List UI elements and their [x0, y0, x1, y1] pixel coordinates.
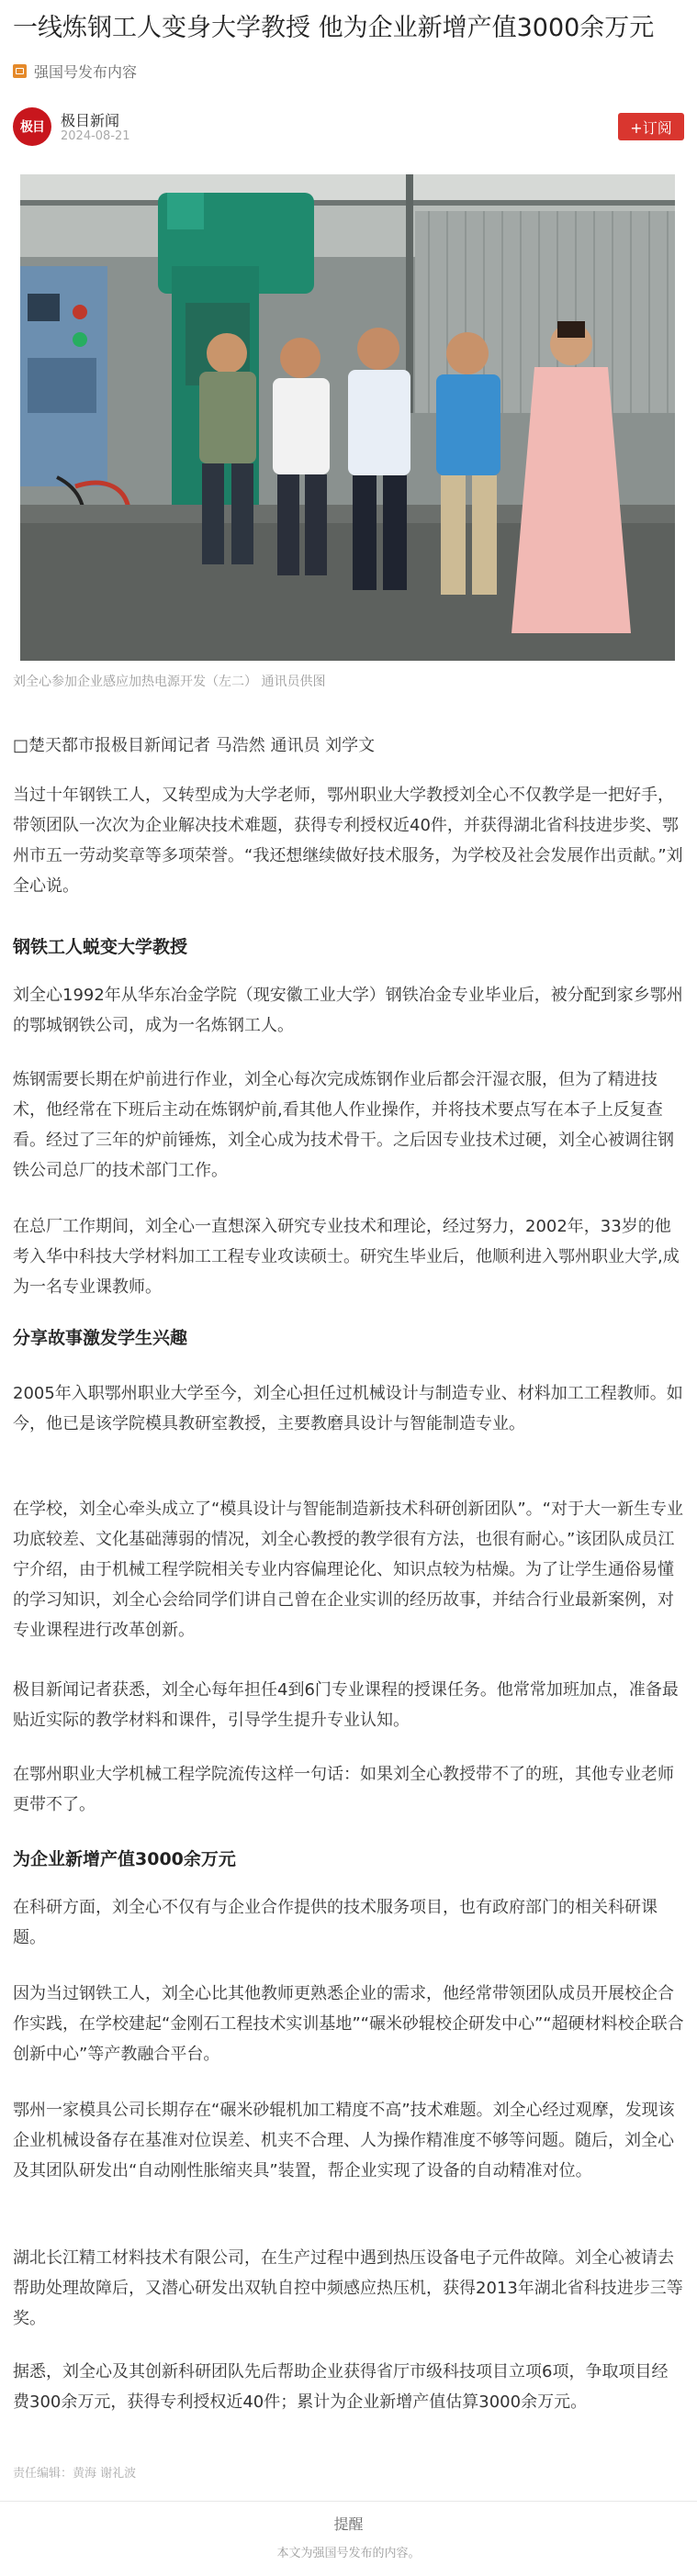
section-heading-3: 为企业新增产值3000余万元 — [13, 1849, 236, 1869]
photo-caption: 刘全心参加企业感应加热电源开发（左二） 通讯员供图 — [13, 675, 326, 689]
paragraph-2: 刘全心1992年从华东冶金学院（现安徽工业大学）钢铁冶金专业毕业后，被分配到家乡鄂州的鄂城钢铁公司，成为一名炼钢工人。 — [13, 986, 683, 1035]
photo-people-in-factory-icon — [20, 174, 675, 661]
author-name[interactable]: 极目新闻 — [61, 112, 120, 129]
editor-credit: 责任编辑：黄海 谢礼波 — [13, 2467, 137, 2481]
article-title: 一线炼钢工人变身大学教授 他为企业新增产值3000余万元 — [13, 14, 655, 42]
qiangguo-icon — [13, 64, 27, 78]
paragraph-10: 因为当过钢铁工人，刘全心比其他教师更熟悉企业的需求，他经常带领团队成员开展校企合作实践，在学校建起“金刚石工程技术实训基地”“碾米砂辊校企研发中心”“超硬材料校企联合创新中心”等产教融合平台。 — [13, 1984, 684, 2064]
paragraph-12: 湖北长江精工材料技术有限公司，在生产过程中遇到热压设备电子元件故障。刘全心被请去帮助处理故障后，又潜心研发出双轨自控中频感应热压机，获得2013年湖北省科技进步三等奖。 — [13, 2248, 683, 2328]
tip-text: 本文为强国号发布的内容。 — [276, 2547, 421, 2560]
footer-divider — [0, 2501, 697, 2502]
subscribe-button[interactable]: +订阅 — [618, 113, 684, 140]
paragraph-6: 在学校，刘全心牵头成立了“模具设计与智能制造新技术科研创新团队”。“对于大一新生专业功底较差、文化基础薄弱的情况，刘全心教授的教学很有方法，也很有耐心。”该团队成员江宁介绍，由于机械工程学院相关专业内容偏理论化、知识点较为枯燥。为了让学生通俗易懂的学习知识，刘全心会给同学们讲自己曾在企业实训的经历故事，并结合行业最新案例，对专业课程进行改革创新。 — [13, 1500, 683, 1640]
paragraph-9: 在科研方面，刘全心不仅有与企业合作提供的技术服务项目，也有政府部门的相关科研课题。 — [13, 1898, 658, 1947]
tip-label: 提醒 — [333, 2515, 364, 2533]
source-label: 强国号发布内容 — [34, 62, 138, 81]
paragraph-5: 2005年入职鄂州职业大学至今，刘全心担任过机械设计与制造专业、材料加工工程教师。如今，他已是该学院模具教研室教授，主要教磨具设计与智能制造专业。 — [13, 1384, 683, 1433]
byline: □楚天都市报极目新闻记者 马浩然 通讯员 刘学文 — [13, 736, 376, 755]
paragraph-1: 当过十年钢铁工人，又转型成为大学老师，鄂州职业大学教授刘全心不仅教学是一把好手，带领团队一次次为企业解决技术难题，获得专利授权近40件，并获得湖北省科技进步奖、鄂州市五一劳动奖章等多项荣誉。“我还想继续做好技术服务，为学校及社会发展作出贡献。”刘全心说。 — [13, 786, 683, 896]
paragraph-13: 据悉，刘全心及其创新科研团队先后帮助企业获得省厅市级科技项目立项6项，争取项目经费300余万元，获得专利授权近40件；累计为企业新增产值估算3000余万元。 — [13, 2362, 669, 2412]
author-row — [13, 106, 684, 148]
paragraph-4: 在总厂工作期间，刘全心一直想深入研究专业技术和理论，经过努力，2002年，33岁的他考入华中科技大学材料加工工程专业攻读硕士。研究生毕业后，他顺利进入鄂州职业大学,成为一名专业课教师。 — [13, 1217, 680, 1297]
section-heading-2: 分享故事激发学生兴趣 — [13, 1328, 188, 1348]
article-photo — [20, 174, 675, 661]
publish-date: 2024-08-21 — [61, 129, 130, 143]
paragraph-8: 在鄂州职业大学机械工程学院流传这样一句话：如果刘全心教授带不了的班，其他专业老师更带不了。 — [13, 1765, 674, 1814]
source-line — [13, 61, 137, 81]
paragraph-7: 极目新闻记者获悉，刘全心每年担任4到6门专业课程的授课任务。他常常加班加点，准备最贴近实际的教学材料和课件，引导学生提升专业认知。 — [13, 1680, 679, 1730]
author-avatar[interactable]: 极目 — [13, 107, 51, 146]
paragraph-3: 炼钢需要长期在炉前进行作业，刘全心每次完成炼钢作业后都会汗湿衣服，但为了精进技术，他经常在下班后主动在炼钢炉前,看其他人作业操作，并将技术要点写在本子上反复查看。经过了三年的炉前锤炼，刘全心成为技术骨干。之后因专业技术过硬，刘全心被调往钢铁公司总厂的技术部门工作。 — [13, 1070, 674, 1180]
paragraph-11: 鄂州一家模具公司长期存在“碾米砂辊机加工精度不高”技术难题。刘全心经过观摩，发现该企业机械设备存在基准对位误差、机夹不合理、人为操作精准度不够等问题。随后，刘全心及其团队研发出“自动刚性胀缩夹具”装置，帮企业实现了设备的自动精准对位。 — [13, 2101, 675, 2180]
section-heading-1: 钢铁工人蜕变大学教授 — [13, 937, 188, 957]
